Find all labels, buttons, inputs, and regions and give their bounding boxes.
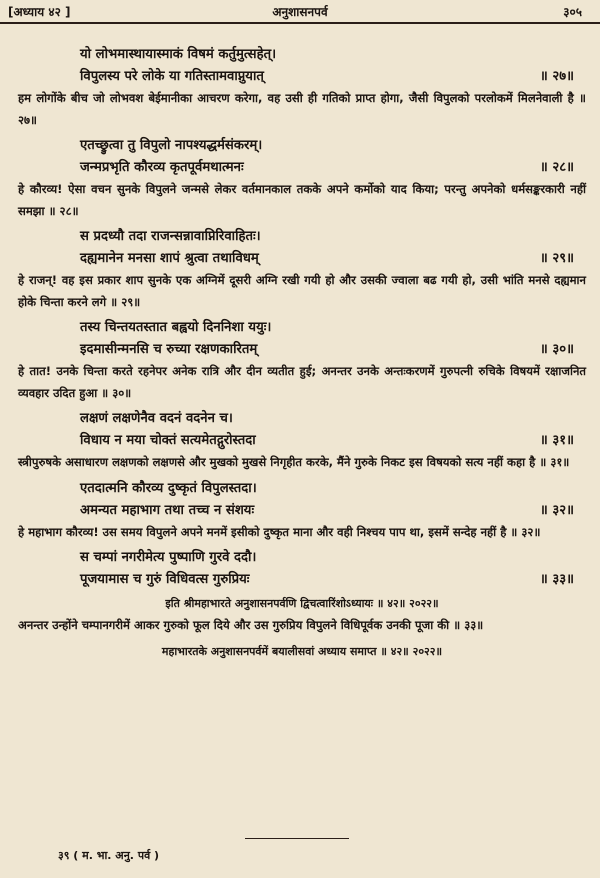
verse-line: विपुलस्य परे लोके या गतिस्तामवाप्नुयात् ॥ २७॥ — [18, 66, 586, 88]
verse-number: ॥ २७॥ — [539, 69, 574, 84]
verse-line: जन्मप्रभृति कौरव्य कृतपूर्वमथात्मनः ॥ २८॥ — [18, 157, 586, 179]
chapter-label: [अध्याय ४२ ] — [8, 5, 71, 19]
verse-line: पूजयामास च गुरुं विधिवत्स गुरुप्रियः ॥ ३३॥ — [18, 569, 586, 591]
verse-block — [18, 226, 586, 313]
verse-block — [18, 408, 586, 474]
translation: हम लोगोंके बीच जो लोभवश बेईमानीका आचरण करेगा, वह उसी ही गतिको प्राप्त होगा, जैसी विपुलको परलोकमें मिलनेवाली है ॥ २७॥ — [18, 91, 586, 127]
verse-line: यो लोभमास्थायास्माकं विषमं कर्तुमुत्सहेत्। — [80, 47, 277, 62]
verse-line: तस्य चिन्तयतस्तात बह्वयो दिननिशा ययुः। — [80, 320, 272, 335]
verse-line: दह्यमानेन मनसा शापं श्रुत्वा तथाविधम् ॥ २९॥ — [18, 248, 586, 270]
verse-line: एतदात्मनि कौरव्य दुष्कृतं विपुलस्तदा। — [80, 480, 257, 496]
page-number: ३०५ — [563, 5, 582, 19]
divider — [245, 838, 349, 839]
translation: हे कौरव्य! ऐसा वचन सुनके विपुलने जन्मसे लेकर वर्तमानकाल तकके अपने कर्मोको याद किया; परन्तु अपनेको धर्मसङ्करकारी नहीं समझा ॥ २८॥ — [18, 182, 586, 218]
book-title: अनुशासनपर्व — [272, 5, 328, 19]
page-content — [18, 44, 586, 663]
verse-block — [18, 135, 586, 222]
verse-line: विधाय न मया चोक्तं सत्यमेतद्गुरोस्तदा ॥ ३१॥ — [18, 430, 586, 452]
translation: स्त्रीपुरुषके असाधारण लक्षणको लक्षणसे और मुखको मुखसे निगृहीत करके, मैंने गुरुके निकट इस विषयको सत्य नहीं कहा है ॥ ३१॥ — [18, 455, 570, 469]
chapter-closing: महाभारतके अनुशासनपर्वमें बयालीसवां अध्याय समाप्त ॥ ४२॥ २०२२॥ — [161, 644, 443, 658]
translation: अनन्तर उन्होंने चम्पानगरीमें आकर गुरुको फूल दिये और उस गुरुप्रिय विपुलने विधिपूर्वक उनकी पूजा की ॥ ३३॥ — [18, 618, 484, 632]
verse-line: एतच्छ्रुत्वा तु विपुलो नापश्यद्धर्मसंकरम्। — [80, 138, 263, 153]
verse-line: स प्रदध्यौ तदा राजन्सन्नावाप्निरिवाहितः। — [80, 229, 261, 244]
signature-mark: ३९ ( म. भा. अनु. पर्व ) — [58, 849, 160, 862]
chapter-colophon: इति श्रीमहाभारते अनुशासनपर्वणि द्विचत्वारिंशोऽध्यायः ॥ ४२॥ २०२२॥ — [165, 597, 439, 610]
verse-block — [18, 547, 586, 637]
verse-number: ॥ ३१॥ — [539, 433, 574, 448]
verse-line: स चम्पां नगरीमेत्य पुष्पाणि गुरवे ददौ। — [80, 550, 257, 565]
verse-line: इदमासीन्मनसि च रुच्या रक्षणकारितम् ॥ ३०॥ — [18, 339, 586, 361]
verse-block — [18, 478, 586, 544]
verse-block — [18, 44, 586, 131]
verse-line: लक्षणं लक्षणेनैव वदनं वदनेन च। — [80, 411, 233, 426]
verse-number: ॥ २८॥ — [539, 160, 574, 175]
translation: हे राजन्! वह इस प्रकार शाप सुनके एक अग्निमें दूसरी अग्नि रखी गयी हो और उसकी ज्वाला बढ गयी हो, उसी भांति मनसे दह्यमान होके चिन्ता करने लगे ॥ २९॥ — [18, 273, 586, 309]
verse-number: ॥ ३०॥ — [539, 342, 574, 357]
verse-block — [18, 317, 586, 404]
verse-number: ॥ ३२॥ — [539, 502, 574, 518]
translation: हे तात! उनके चिन्ता करते रहनेपर अनेक रात्रि और दीन व्यतीत हुई; अनन्तर उनके अन्तःकरणमें गुरुपत्नी रुचिके विषयमें रक्षाजनित व्यवहार उदित हुआ ॥ ३०॥ — [18, 364, 586, 400]
page-header — [0, 0, 600, 24]
verse-line: अमन्यत महाभाग तथा तच्च न संशयः ॥ ३२॥ — [18, 500, 586, 522]
verse-number: ॥ २९॥ — [539, 251, 574, 266]
verse-number: ॥ ३३॥ — [539, 572, 574, 587]
translation: हे महाभाग कौरव्य! उस समय विपुलने अपने मनमें इसीको दुष्कृत माना और वही निश्चय पाप था, इसमें सन्देह नहीं है ॥ ३२॥ — [18, 524, 541, 539]
